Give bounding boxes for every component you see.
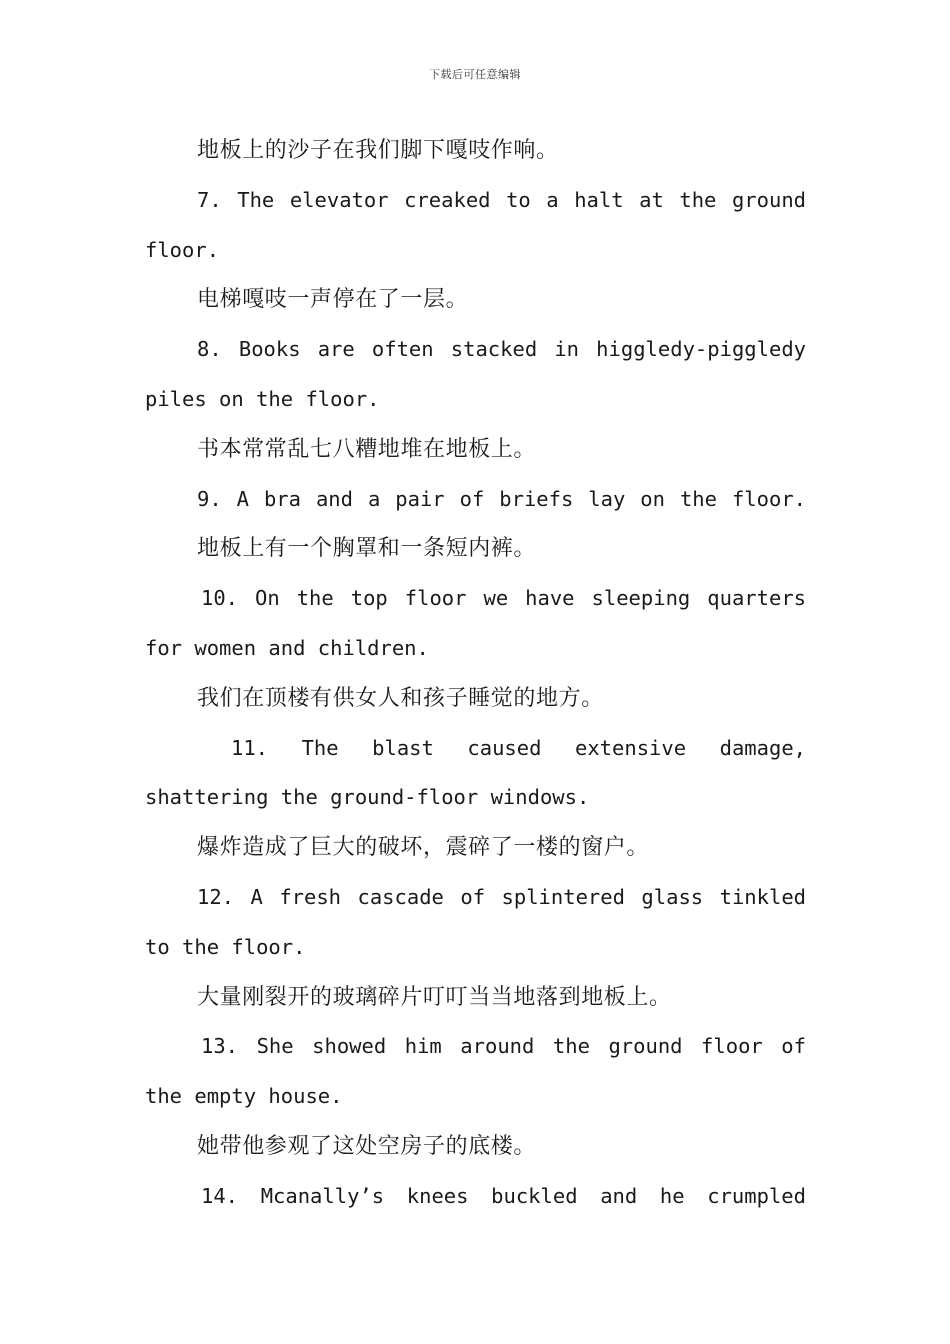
english-sentence: 7. The elevator creaked to a halt at the ground — [197, 187, 806, 212]
chinese-translation: 爆炸造成了巨大的破坏，震碎了一楼的窗户。 — [197, 835, 650, 861]
chinese-translation: 我们在顶楼有供女人和孩子睡觉的地方。 — [197, 685, 604, 711]
english-sentence-continuation: floor. — [145, 237, 220, 262]
english-sentence-continuation: shattering the ground-floor windows. — [145, 785, 590, 810]
chinese-translation: 地板上的沙子在我们脚下嘎吱作响。 — [197, 138, 559, 163]
chinese-translation: 她带他参观了这处空房子的底楼。 — [197, 1133, 537, 1159]
chinese-translation: 地板上有一个胸罩和一条短内裤。 — [197, 536, 537, 562]
document-body — [145, 126, 806, 1222]
english-sentence: 13. She showed him around the ground floor of — [201, 1034, 806, 1059]
chinese-translation: 书本常常乱七八糟地堆在地板上。 — [197, 436, 537, 462]
english-sentence-continuation: to the floor. — [145, 934, 306, 959]
english-sentence: 14. Mcanally’s knees buckled and he crumpled — [201, 1183, 806, 1208]
english-sentence: 8. Books are often stacked in higgledy-piggledy — [197, 337, 806, 362]
english-sentence: 11. The blast caused extensive damage, — [231, 735, 806, 760]
english-sentence: 10. On the top floor we have sleeping quarters — [201, 586, 806, 611]
english-sentence: 9. A bra and a pair of briefs lay on the floor. — [197, 486, 806, 511]
english-sentence: 12. A fresh cascade of splintered glass tinkled — [197, 884, 806, 909]
chinese-translation: 大量刚裂开的玻璃碎片叮叮当当地落到地板上。 — [197, 984, 672, 1010]
english-sentence-continuation: piles on the floor. — [145, 386, 380, 411]
page-header: 下载后可任意编辑 — [429, 68, 521, 81]
chinese-translation: 电梯嘎吱一声停在了一层。 — [197, 287, 469, 313]
english-sentence-continuation: for women and children. — [145, 635, 429, 660]
english-sentence-continuation: the empty house. — [145, 1084, 343, 1109]
